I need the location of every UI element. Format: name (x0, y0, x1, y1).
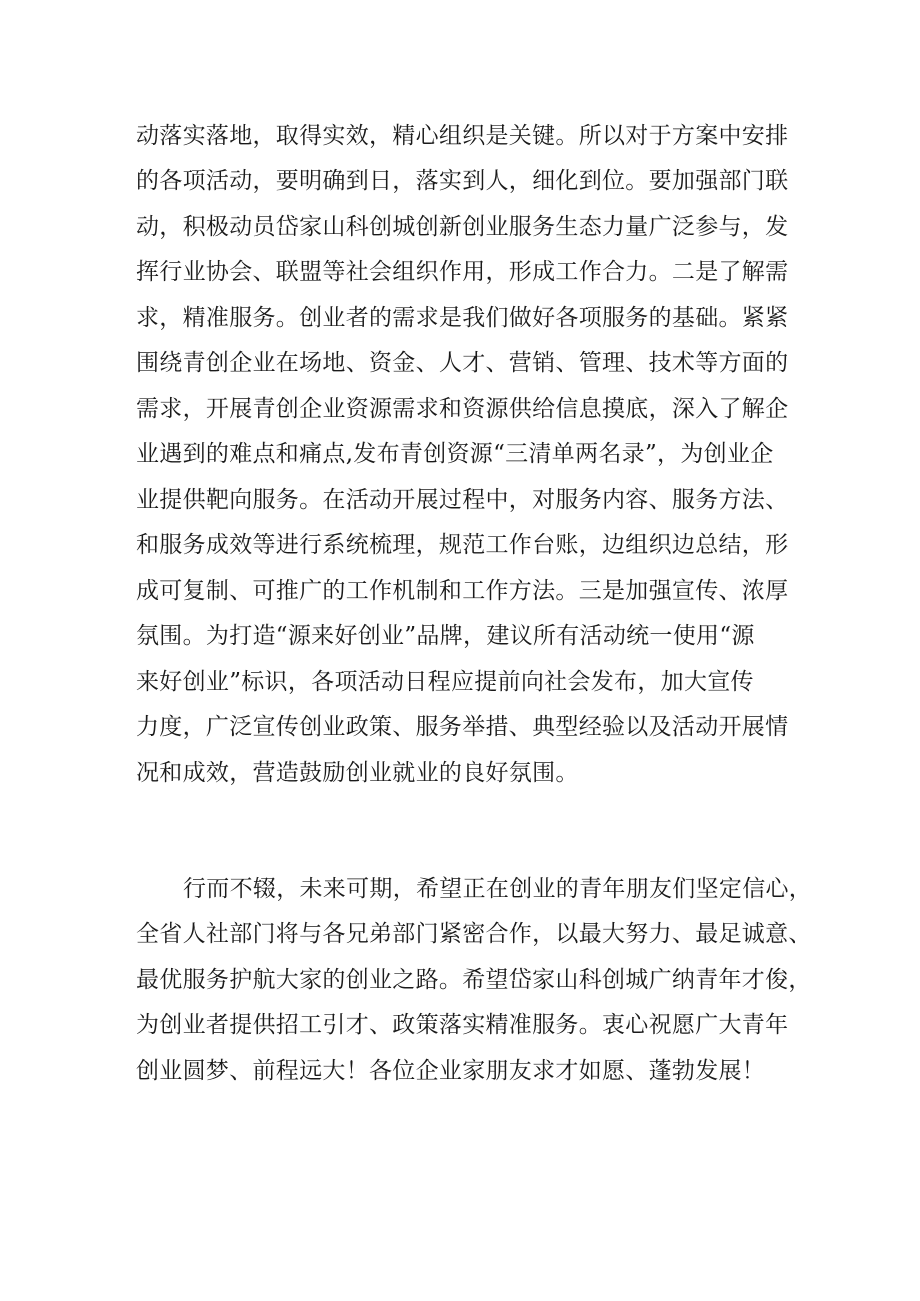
paragraph-2-line-4: 为创业者提供招工引才、政策落实精准服务。衷心祝愿广大青年 (136, 1012, 789, 1038)
paragraph-1-line-9: 业提供靶向服务。在活动开展过程中，对服务内容、服务方法、 (136, 487, 789, 513)
paragraph-1-line-3: 动，积极动员岱家山科创城创新创业服务生态力量广泛参与，发 (136, 214, 789, 240)
paragraph-2-line-1: 行而不辍，未来可期，希望正在创业的青年朋友们坚定信心， (183, 876, 813, 902)
paragraph-1-line-2: 的各项活动，要明确到日，落实到人，细化到位。要加强部门联 (136, 168, 789, 194)
paragraph-2-line-5: 创业圆梦、前程远大！各位企业家朋友求才如愿、蓬勃发展！ (136, 1058, 766, 1084)
paragraph-1-line-6: 围绕青创企业在场地、资金、人才、营销、管理、技术等方面的 (136, 350, 789, 376)
paragraph-2-line-2: 全省人社部门将与各兄弟部门紧密合作，以最大努力、最足诚意、 (136, 921, 812, 947)
paragraph-1-line-4: 挥行业协会、联盟等社会组织作用，形成工作合力。二是了解需 (136, 259, 789, 285)
paragraph-1-line-7: 需求，开展青创企业资源需求和资源供给信息摸底，深入了解企 (136, 396, 789, 422)
paragraph-1-line-5: 求，精准服务。创业者的需求是我们做好各项服务的基础。紧紧 (136, 305, 789, 331)
paragraph-1-line-15: 况和成效，营造鼓励创业就业的良好氛围。 (136, 760, 579, 786)
paragraph-1-line-13: 来好创业”标识，各项活动日程应提前向社会发布，加大宣传 (136, 669, 754, 695)
paragraph-1-line-1: 动落实落地，取得实效，精心组织是关键。所以对于方案中安排 (136, 123, 789, 149)
paragraph-1-line-10: 和服务成效等进行系统梳理，规范工作台账，边组织边总结，形 (136, 532, 789, 558)
paragraph-1-line-11: 成可复制、可推广的工作机制和工作方法。三是加强宣传、浓厚 (136, 578, 789, 604)
paragraph-1-line-8: 业遇到的难点和痛点,发布青创资源“三清单两名录”，为创业企 (136, 441, 774, 467)
paragraph-1-line-12: 氛围。为打造“源来好创业”品牌，建议所有活动统一使用“源 (136, 623, 755, 649)
paragraph-2-line-3: 最优服务护航大家的创业之路。希望岱家山科创城广纳青年才俊， (136, 967, 812, 993)
paragraph-1-line-14: 力度，广泛宣传创业政策、服务举措、典型经验以及活动开展情 (136, 714, 789, 740)
